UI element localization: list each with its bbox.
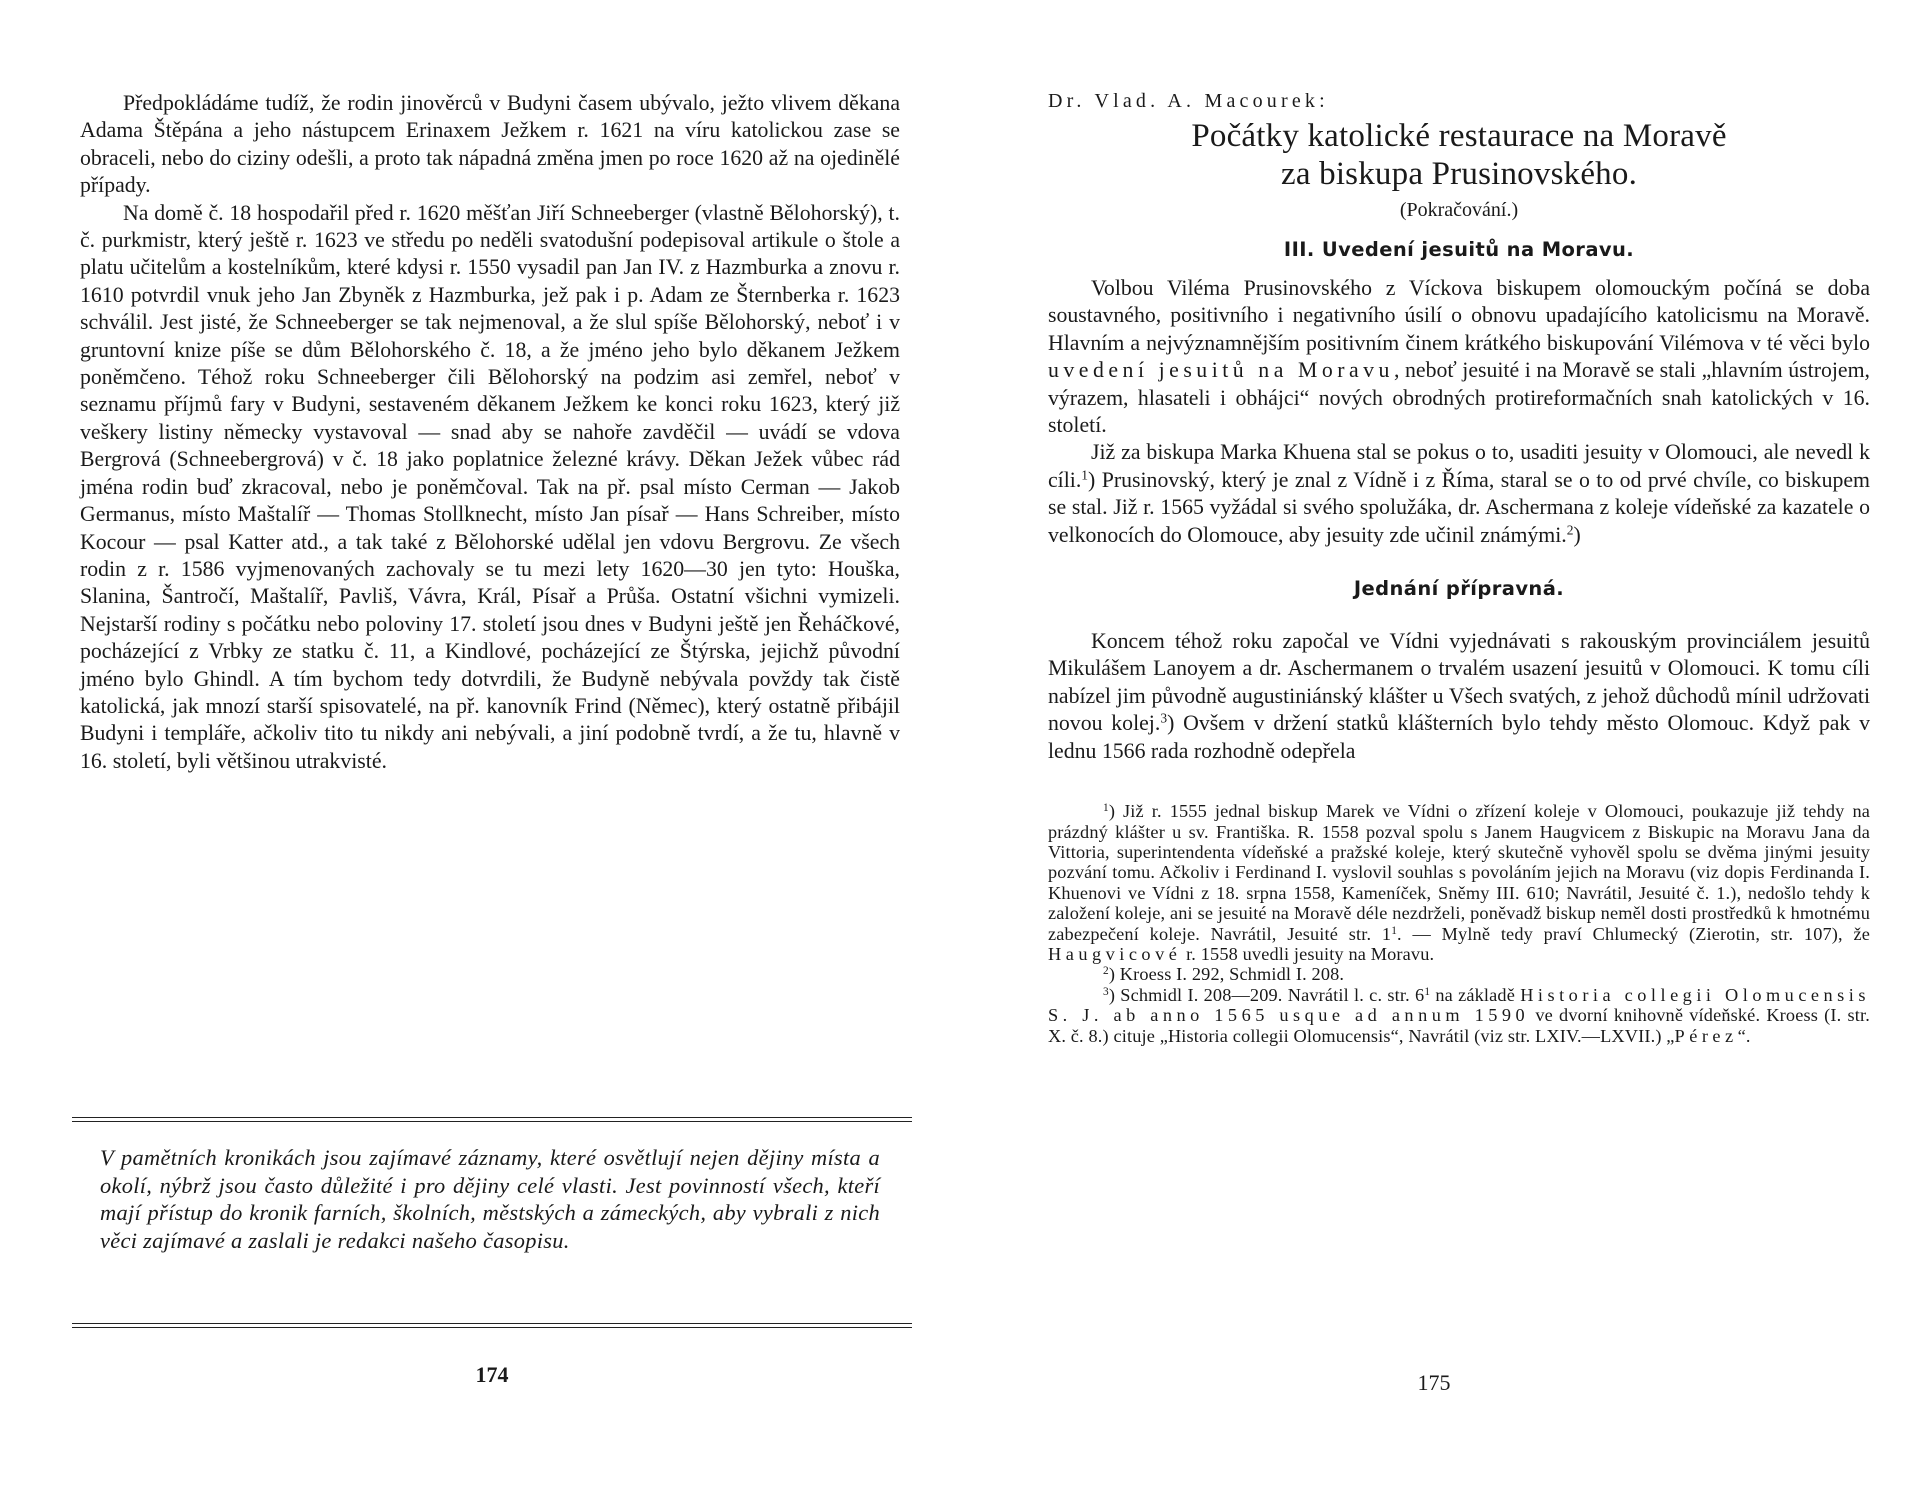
right-page-number: 175 (1417, 1370, 1451, 1395)
article-byline: Dr. Vlad. A. Macourek: (1048, 90, 1329, 112)
left-page-number: 174 (475, 1362, 509, 1387)
notice-top-rule (72, 1117, 912, 1125)
footnote-2: $^2$) Kroess I. 292, Schmidl I. 208. (1103, 964, 1345, 985)
footnote-ref-3: 3 (1160, 710, 1168, 726)
left-paragraph-2: Na domě č. 18 hospodařil před r. 1620 měšťan Jiří Schneeberger (vlastně Bělohorský), t. č. purkmistr, který ještě r. 1623 ve středu po neděli svatodušní podepisoval artikule o štole a platu učitelům a kostelníkům, které kdysi r. 1550 vysadil pan Jan IV. z Hazmburka a znovu r. 1610 potvrdil vnuk jeho Jan Zbyněk z Hazmburka, jež pak i p. Adam ze Šternberka r. 1623 schválil. Jest jisté, že Schneeberger se tak nejmenoval, a že slul spíše Bělohorský, neboť i v gruntovní knize píše se dům Bělohorského č. 18, a že jméno jeho bylo děkanem Ježkem poněmčeno. Téhož roku Schneeberger čili Bělohorský na podzim asi zemřel, neboť v seznamu příjmů fary v Budyni, sestaveném děkanem Ježkem ke konci roku 1623, který již veškery listiny německy vystavoval — snad aby se nahoře zavděčil — uvádí se vdova Bergrová (Schneebergrová) v č. 18 jako poplatnice železné krávy. Děkan Ježek vůbec rád jména rodin buď zkracoval, nebo je poněmčoval. Tak na př. psal místo Cerman — Jakob Germanus, místo Maštalíř — Thomas Stollknecht, místo Jan písař — Hans Schreiber, místo Kocour — psal Katter atd., a tak také z Bělohorské udělal jen vdovu Bergrovu. Ze všech rodin z r. 1586 vyjmenovaných zachovaly se tu mezi lety 1620—30 jen tyto: Houška, Slanina, Šantročí, Maštalíř, Pavliš, Vávra, Král, Písař a Průša. Ostatní všichni vymizeli. Nejstarší rodiny s počátku nebo poloviny 17. století jsou dnes v Budyni ještě jen Řeháčkové, pocházející z Vrbky ze statku č. 11, a Kindlové, pocházející ze Štýrska, jejichž původní jméno bylo Ghindl. A tím bychom tedy dotvrdili, že Budyně nebývala povždy tak čistě katolická, jak mnozí starší spisovatelé, na př. kanovník Frind (Němec), který ostatně přibájil Budyni i templáře, ačkoliv tito tu nikdy ani nebývali, a jiní podobně tvrdí, a že tu, hlavně v 16. století, byli většinou utrakvisté. (80, 200, 900, 773)
spaced-emphasis: uvedení jesuitů na Moravu (1048, 358, 1394, 383)
article-title (1048, 117, 1870, 193)
right-page (966, 0, 1932, 1500)
footnote-ref-1: 1 (1081, 467, 1089, 483)
article-title-line-1: Počátky katolické restaurace na Moravě (1191, 118, 1727, 154)
right-paragraph-1: Volbou Viléma Prusinovského z Víckova biskupem olomouckým počíná se doba soustavného, positivního i negativního úsilí o obnovu upadajícího katolicismu na Moravě. Hlavním a nejvýznamnějším positivním činem krátkého biskupování Vilémova v té věci bylo uvedení jesuitů na Moravu, neboť jesuité i na Moravě se stali „hlavním ústrojem, výrazem, hlasateli i obhájci“ nových obrodných protireformačních snah katolických v 16. století. (1048, 276, 1870, 438)
section-heading-preparations: Jednání přípravná. (1353, 577, 1565, 601)
right-text-column (1048, 90, 1870, 1046)
notice-bottom-rule (72, 1323, 912, 1331)
right-paragraph-2: Již za biskupa Marka Khuena stal se pokus o to, usaditi jesuity v Olomouci, ale nevedl k cíli.$^1$) Prusinovský, který je znal z Vídně i z Říma, staral se o to od prvé chvíle, co biskupem se stal. Již r. 1565 vyžádal si svého spolužáka, dr. Aschermana z koleje vídeňské za kazatele o velkonocích do Olomouce, aby jesuity zde učinil známými.$^2$) (1048, 440, 1870, 547)
left-text-column (80, 90, 900, 775)
article-subtitle: (Pokračování.) (1399, 199, 1519, 221)
article-title-line-2: za biskupa Prusinovského. (1280, 156, 1638, 192)
left-paragraph-1: Předpokládáme tudíž, že rodin jinověrců v Budyni časem ubývalo, ježto vlivem děkana Adama Štěpána a jeho nástupcem Erinaxem Ježkem r. 1621 na víru katolickou zase se obraceli, nebo do ciziny odešli, a proto tak nápadná změna jmen po roce 1620 až na ojedinělé případy. (80, 91, 900, 198)
right-paragraph-3: Koncem téhož roku započal ve Vídni vyjednávati s rakouským provinciálem jesuitů Mikulášem Lanoyem a dr. Aschermanem o trvalém usazení jesuitů v Olomouci. K tomu cíli nabízel jim původně augustiniánský klášter u Všech svatých, z jehož důchodů mínil udržovati novou kolej.$^3$) Ovšem v držení statků klášterních bylo tehdy město Olomouc. Když pak v lednu 1566 rada rozhodně odepřela (1048, 629, 1870, 763)
footnote-3: $^3$) Schmidl I. 208—209. Navrátil l. c. str. $6^1$ na základě Historia collegii Olomucensis S. J. ab anno 1565 usque ad annum 1590 ve dvorní knihovně vídeňské. Kroess (I. str. X. č. 8.) cituje „Historia collegii Olomucensis“, Navrátil (viz str. LXIV.—LXVII.) „Pérez“. (1048, 984, 1870, 1046)
footnotes (1048, 801, 1870, 1046)
section-heading-jesuits: III. Uvedení jesuitů na Moravu. (1283, 238, 1635, 261)
editorial-notice: V pamětních kronikách jsou zajímavé záznamy, které osvětlují nejen dějiny místa a okolí, nýbrž jsou často důležité i pro dějiny celé vlasti. Jest povinností všech, kteří mají přístup do kronik farních, školních, městských a zámeckých, aby vybrali z nich věci zajímavé a zaslali je redakci našeho časopisu. (100, 1145, 880, 1253)
footnote-ref-2: 2 (1566, 522, 1574, 538)
footnote-1: $^1$) Již r. 1555 jednal biskup Marek ve Vídni o zřízení koleje v Olomouci, poukazuje již tehdy na prázdný klášter u sv. Františka. R. 1558 pozval spolu s Janem Haugvicem z Biskupic na Moravu Jana da Vittoria, superintendenta vídeňské a pražské koleje, který skutečně vyhověl spolu se dvěma jinými jesuity pozvání tomu. Ačkoliv i Ferdinand I. vyslovil souhlas s povoláním jejich na Moravu (viz dopis Ferdinanda I. Khuenovi ve Vídni z 18. srpna 1558, Kameníček, Sněmy III. 610; Navrátil, Jesuité č. 1.), nedošlo tehdy k založení koleje, ani se jesuité na Moravě déle nezdrželi, poněvadž biskup neměl dosti prostředků k hmotnému zabezpečení koleje. Navrátil, Jesuité str. $1^1$. — Mylně tedy praví Chlumecký (Zierotin, str. 107), že Haugvicové r. 1558 uvedli jesuity na Moravu. (1048, 801, 1871, 964)
